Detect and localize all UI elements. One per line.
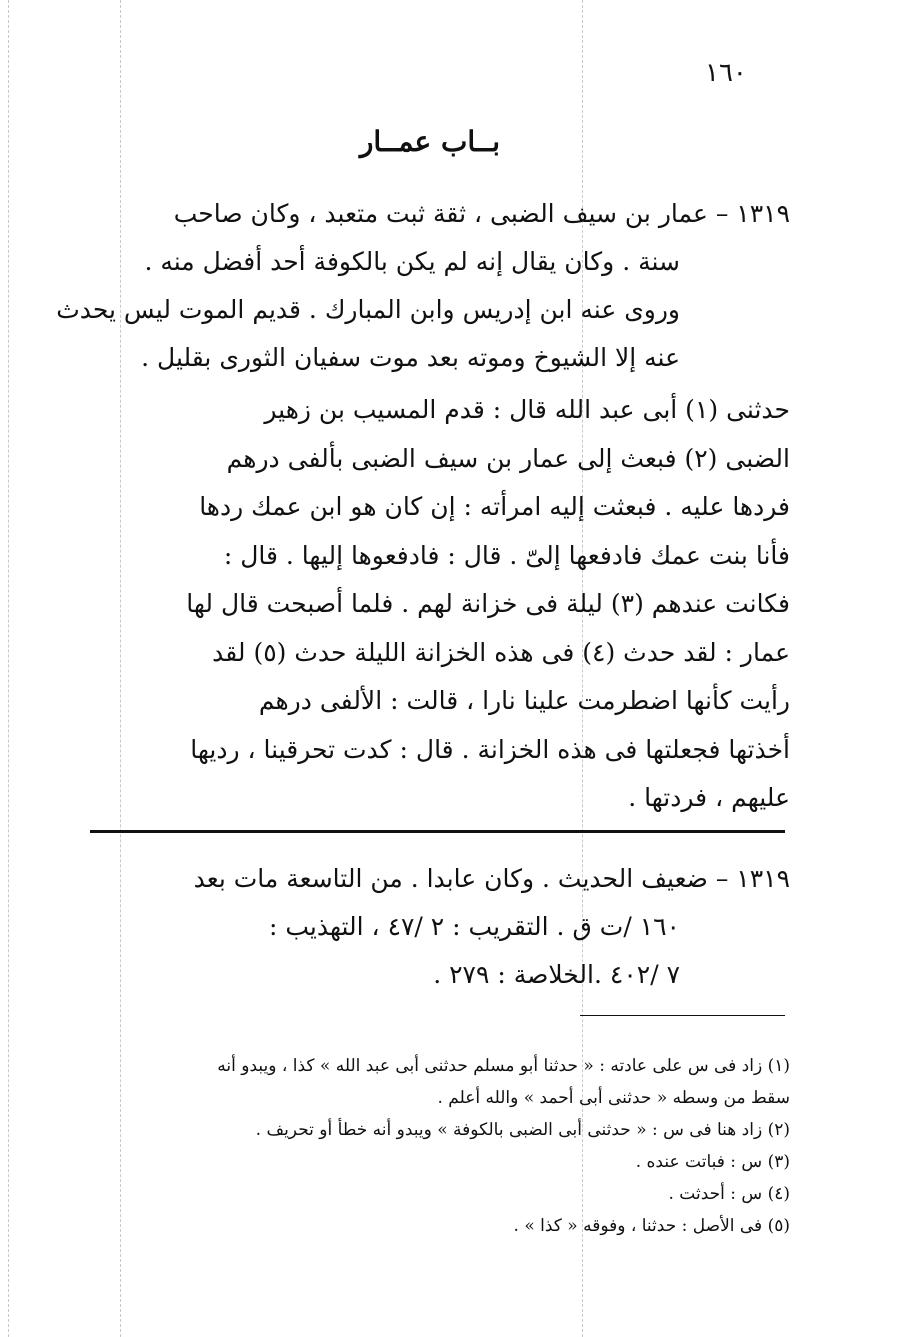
editor-note-entry (90, 855, 790, 999)
narration-line: الضبى (٢) فبعث إلى عمار بن سيف الضبى بألفى درهم (226, 443, 790, 473)
footnote-divider (580, 1015, 785, 1016)
entry-line: وروى عنه ابن إدريس وابن المبارك . قديم الموت ليس يحدث (56, 295, 680, 324)
footnote: (١) زاد فى س على عادته : « حدثنا أبو مسلم حدثنى أبى عبد الله » كذا ، ويبدو أنه (217, 1056, 790, 1076)
narration-paragraph (186, 386, 790, 823)
footnotes (90, 1050, 790, 1242)
footnote: (٢) زاد هنا فى س : « حدثنى أبى الضبى بالكوفة » ويبدو أنه خطأ أو تحريف . (255, 1120, 790, 1140)
narration-line: عليهم ، فردتها . (628, 783, 790, 812)
biography-entry (56, 190, 790, 382)
note-line: ٧ /٤٠٢ .الخلاصة : ٢٧٩ . (433, 960, 680, 989)
footnote: (٣) س : فباتت عنده . (635, 1152, 790, 1172)
narration-line: أخذتها فجعلتها فى هذه الخزانة . قال : كدت تحرقينا ، رديها (190, 734, 790, 764)
footnote: (٤) س : أحدثت . (668, 1184, 790, 1204)
narration-line: عمار : لقد حدث (٤) فى هذه الخزانة الليلة حدث (٥) لقد (212, 637, 790, 667)
note-line: ١٦٠ /ت ق . التقريب : ٢ /٤٧ ، التهذيب : (268, 912, 680, 941)
narration-line: رأيت كأنها اضطرمت علينا نارا ، قالت : الألفى درهم (258, 686, 790, 715)
entry-line: ١٣١٩ – عمار بن سيف الضبى ، ثقة ثبت متعبد ، وكان صاحب (173, 199, 790, 228)
entry-line: عنه إلا الشيوخ وموته بعد موت سفيان الثورى بقليل . (141, 343, 680, 372)
footnote: (٥) فى الأصل : حدثنا ، وفوقه « كذا » . (513, 1216, 790, 1236)
entry-line: سنة . وكان يقال إنه لم يكن بالكوفة أحد أفضل منه . (144, 247, 680, 276)
narration-line: فردها عليه . فبعثت إليه امرأته : إن كان هو ابن عمك ردها (199, 492, 790, 521)
footnote: سقط من وسطه « حدثنى أبى أحمد » والله أعلم . (437, 1088, 790, 1108)
narration-line: حدثنى (١) أبى عبد الله قال : قدم المسيب بن زهير (264, 395, 790, 424)
section-divider (90, 830, 785, 833)
narration-line: فأنا بنت عمك فادفعها إلىّ . قال : فادفعوها إليها . قال : (223, 540, 790, 570)
narration-line: فكانت عندهم (٣) ليلة فى خزانة لهم . فلما أصبحت قال لها (186, 589, 790, 618)
page-number: ١٦٠ (705, 58, 747, 88)
scan-guide-line-left (8, 0, 9, 1337)
note-line: ١٣١٩ – ضعيف الحديث . وكان عابدا . من التاسعة مات بعد (193, 864, 790, 893)
chapter-title: بــاب عمــار (359, 125, 501, 158)
